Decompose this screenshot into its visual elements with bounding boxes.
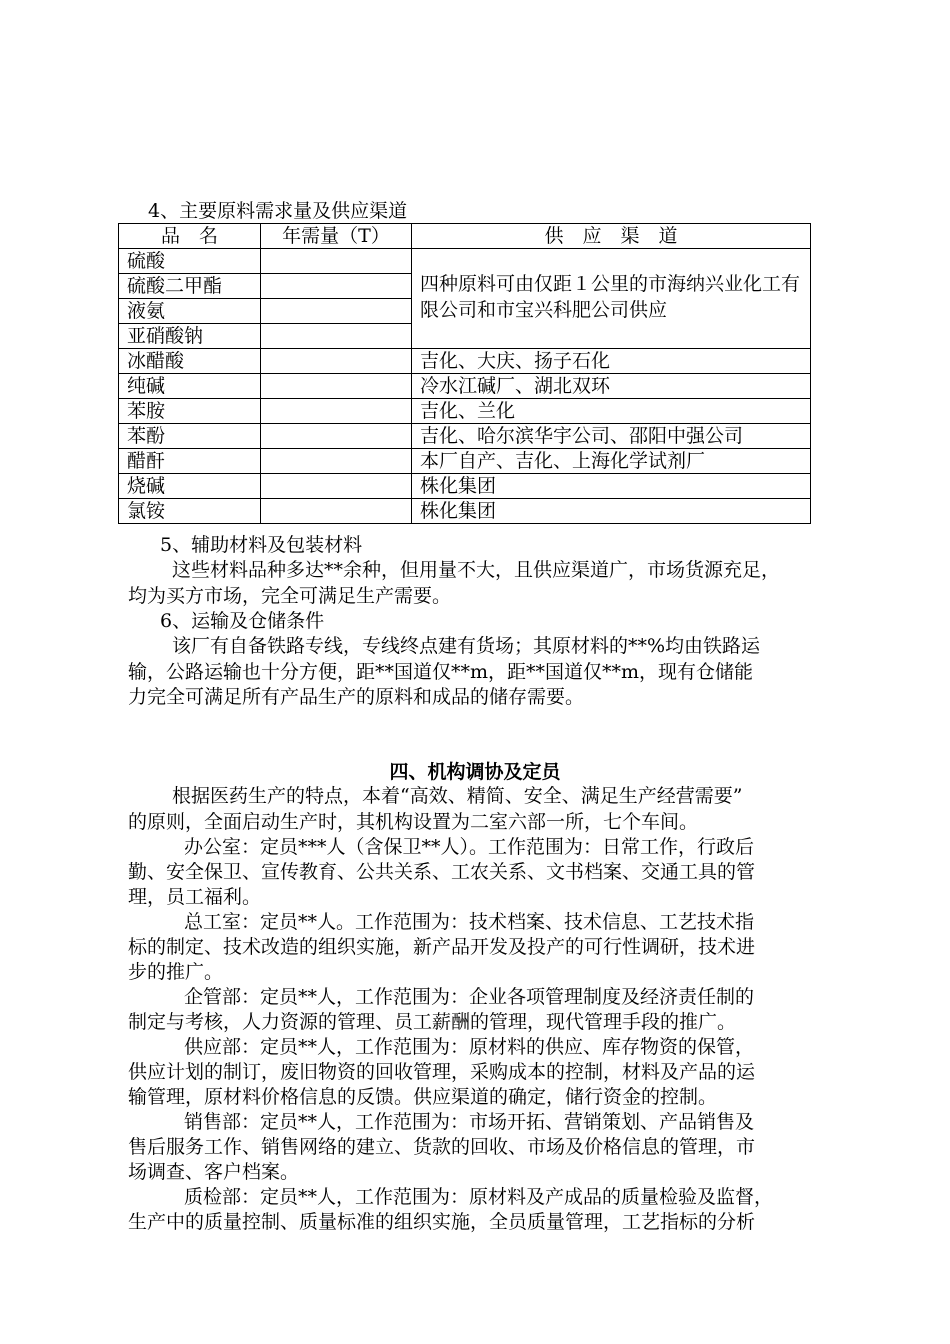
header-supply: 供 应 渠 道	[412, 224, 811, 249]
paragraph-line: 供应计划的制订，废旧物资的回收管理，采购成本的控制，材料及产品的运	[128, 1061, 756, 1083]
paragraph-line: 理，员工福利。	[128, 886, 262, 908]
paragraph-line: 的原则，全面启动生产时，其机构设置为二室六部一所，七个车间。	[128, 811, 699, 833]
cell-name: 冰醋酸	[119, 349, 261, 374]
cell-name: 烧碱	[119, 474, 261, 499]
section-4-title: 4、主要原料需求量及供应渠道	[148, 200, 408, 222]
cell-quantity	[261, 249, 412, 274]
paragraph-line: 该厂有自备铁路专线，专线终点建有货场；其原材料的**%均由铁路运	[172, 635, 761, 657]
paragraph-line: 步的推广。	[128, 961, 224, 983]
table-row	[119, 499, 811, 524]
cell-name: 氯铵	[119, 499, 261, 524]
cell-quantity	[261, 374, 412, 399]
chapter-title: 四、机构调协及定员	[389, 761, 561, 783]
paragraph-line: 办公室：定员***人（含保卫**人）。工作范围为：日常工作，行政后	[184, 836, 755, 858]
paragraph-line: 这些材料品种多达**余种，但用量不大，且供应渠道广，市场货源充足，	[172, 559, 781, 581]
cell-supply: 冷水江碱厂、湖北双环	[412, 374, 811, 399]
paragraph-line: 输，公路运输也十分方便，距**国道仅**m，距**国道仅**m，现有仓储能	[128, 661, 754, 683]
paragraph-line: 场调查、客户档案。	[128, 1161, 300, 1183]
section-5-title: 5、辅助材料及包装材料	[160, 534, 363, 556]
paragraph-line: 生产中的质量控制、质量标准的组织实施，全员质量管理，工艺指标的分析	[128, 1211, 756, 1233]
cell-supply: 吉化、大庆、扬子石化	[412, 349, 811, 374]
materials-table	[118, 223, 811, 524]
paragraph-line: 勤、安全保卫、宣传教育、公共关系、工农关系、文书档案、交通工具的管	[128, 861, 756, 883]
cell-name: 醋酐	[119, 449, 261, 474]
paragraph-line: 供应部：定员**人，工作范围为：原材料的供应、库存物资的保管，	[184, 1036, 755, 1058]
cell-name: 苯酚	[119, 424, 261, 449]
table-row	[119, 399, 811, 424]
cell-supply: 株化集团	[412, 499, 811, 524]
paragraph-line: 力完全可满足所有产品生产的原料和成品的储存需要。	[128, 686, 585, 708]
cell-name: 亚硝酸钠	[119, 324, 261, 349]
cell-quantity	[261, 274, 412, 299]
cell-supply: 本厂自产、吉化、上海化学试剂厂	[412, 449, 811, 474]
table-row	[119, 374, 811, 399]
cell-quantity	[261, 399, 412, 424]
paragraph-line: 质检部：定员**人，工作范围为：原材料及产成品的质量检验及监督，	[184, 1186, 774, 1208]
table-row	[119, 449, 811, 474]
paragraph-line: 均为买方市场，完全可满足生产需要。	[128, 585, 452, 607]
paragraph-line: 销售部：定员**人，工作范围为：市场开拓、营销策划、产品销售及	[184, 1111, 755, 1133]
paragraph-line: 输管理，原材料价格信息的反馈。供应渠道的确定，储行资金的控制。	[128, 1086, 718, 1108]
cell-name: 硫酸	[119, 249, 261, 274]
header-name: 品 名	[119, 224, 261, 249]
cell-name: 苯胺	[119, 399, 261, 424]
cell-quantity	[261, 349, 412, 374]
paragraph-line: 总工室：定员**人。工作范围为：技术档案、技术信息、工艺技术指	[184, 911, 755, 933]
table-row	[119, 424, 811, 449]
paragraph-line: 根据医药生产的特点，本着“高效、精简、安全、满足生产经营需要”	[172, 785, 743, 807]
cell-quantity	[261, 474, 412, 499]
paragraph-line: 企管部：定员**人，工作范围为：企业各项管理制度及经济责任制的	[184, 986, 755, 1008]
cell-quantity	[261, 449, 412, 474]
cell-supply: 吉化、哈尔滨华宇公司、邵阳中强公司	[412, 424, 811, 449]
cell-name: 纯碱	[119, 374, 261, 399]
paragraph-line: 标的制定、技术改造的组织实施，新产品开发及投产的可行性调研，技术进	[128, 936, 756, 958]
cell-supply: 株化集团	[412, 474, 811, 499]
cell-name: 硫酸二甲酯	[119, 274, 261, 299]
cell-quantity	[261, 499, 412, 524]
table-header-row	[119, 224, 811, 249]
cell-quantity	[261, 324, 412, 349]
cell-name: 液氨	[119, 299, 261, 324]
table-row	[119, 349, 811, 374]
section-6-title: 6、运输及仓储条件	[160, 610, 325, 632]
cell-quantity	[261, 299, 412, 324]
cell-quantity	[261, 424, 412, 449]
header-quantity: 年需量（T）	[261, 224, 412, 249]
table-row	[119, 474, 811, 499]
cell-supply: 吉化、兰化	[412, 399, 811, 424]
paragraph-line: 制定与考核，人力资源的管理、员工薪酬的管理，现代管理手段的推广。	[128, 1011, 737, 1033]
table-row	[119, 249, 811, 274]
cell-supply: 四种原料可由仅距１公里的市海纳兴业化工有限公司和市宝兴科肥公司供应	[412, 249, 811, 349]
paragraph-line: 售后服务工作、销售网络的建立、货款的回收、市场及价格信息的管理，市	[128, 1136, 756, 1158]
